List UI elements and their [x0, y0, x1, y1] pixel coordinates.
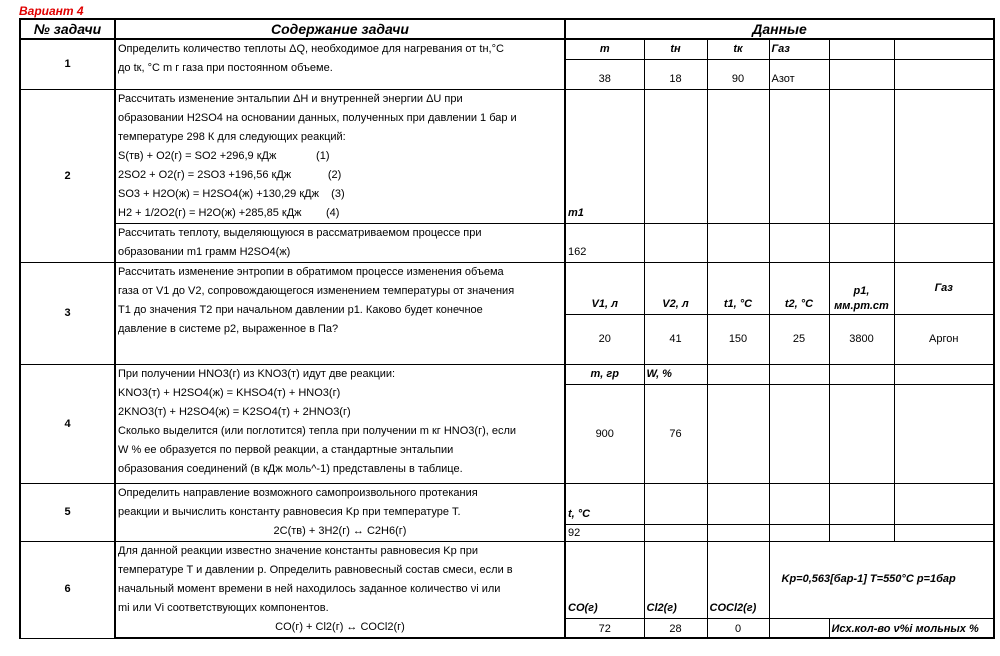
task-2-line: образовании H2SO4 на основании данных, полученных при давлении 1 бар и: [118, 112, 517, 124]
task-5-label-t: t, °C: [565, 484, 644, 525]
task-4-line: W % ее образуется по первой реакции, а стандартные энтальпии: [118, 444, 454, 456]
task-3-label-v2: V2, л: [644, 263, 707, 315]
task-3-value-t1: 150: [707, 315, 769, 365]
task-2-label-m1: m1: [565, 90, 644, 224]
header-task-number: № задачи: [20, 19, 115, 39]
task-4-value-w: 76: [644, 385, 707, 484]
task-2-line: SO3 + H2O(ж) = H2SO4(ж) +130,29 кДж (3): [118, 188, 345, 200]
task-1-label-tn: tн: [644, 39, 707, 60]
task-3-text: [115, 263, 565, 365]
task-1-number: 1: [20, 39, 115, 90]
task-3-value-v1: 20: [565, 315, 644, 365]
task-6-label-cl2: Cl2(г): [644, 542, 707, 619]
task-4-label-w: W, %: [644, 365, 707, 385]
task-6-value-cocl2: 0: [707, 618, 769, 638]
task-3-label-gas: Газ: [894, 263, 994, 315]
task-6-line: начальный момент времени в ней находилось заданное количество νi или: [118, 583, 501, 595]
task-6-number: 6: [20, 542, 115, 639]
task-6-footer: Исх.кол-во ν%i мольных %: [829, 618, 994, 638]
task-4-line: Сколько выделится (или поглотится) тепла при получении m кг HNO3(г), если: [118, 425, 517, 437]
task-1-line: Определить количество теплоты ΔQ, необходимое для нагревания от tн,°C: [118, 43, 504, 55]
task-1-label-m: m: [565, 39, 644, 60]
task-3-label-v1: V1, л: [565, 263, 644, 315]
task-1-label-tk: tк: [707, 39, 769, 60]
task-1-value-tk: 90: [707, 60, 769, 90]
task-5-number: 5: [20, 484, 115, 542]
header-data: Данные: [565, 19, 994, 39]
task-5-text: [115, 484, 565, 542]
task-3-line: газа от V1 до V2, сопровождающегося изменением температуры от значения: [118, 285, 515, 297]
task-3-label-p1: p1, мм.рт.ст: [829, 263, 894, 315]
task-6-line: температуре T и давлении p. Определить равновесный состав смеси, если в: [118, 564, 513, 576]
task-1-text: [115, 39, 565, 90]
task-4-line: При получении HNO3(г) из KNO3(т) идут две реакции:: [118, 368, 396, 380]
task-4-value-m: 900: [565, 385, 644, 484]
task-4-label-m: m, гр: [565, 365, 644, 385]
task-6-reaction: CO(г) + Cl2(г) ↔ COCl2(г): [115, 618, 565, 638]
task-3-label-t2: t2, °C: [769, 263, 829, 315]
task-5-value-t: 92: [565, 525, 644, 542]
task-6-value-cl2: 28: [644, 618, 707, 638]
task-table: [19, 18, 995, 639]
task-2-line: температуре 298 К для следующих реакций:: [118, 131, 346, 143]
task-2-line: H2 + 1/2O2(г) = H2O(ж) +285,85 кДж (4): [118, 207, 340, 219]
task-3-line: T1 до значения T2 при начальном давлении p1. Каково будет конечное: [118, 304, 483, 316]
task-3-number: 3: [20, 263, 115, 365]
task-1-value-gas: Азот: [769, 60, 829, 90]
header-task-content: Содержание задачи: [115, 19, 565, 39]
task-6-value-co: 72: [565, 618, 644, 638]
task-1-label-gas: Газ: [769, 39, 829, 60]
task-4-line: KNO3(т) + H2SO4(ж) = KHSO4(т) + HNO3(г): [118, 387, 341, 399]
task-6-label-cocl2: COCl2(г): [707, 542, 769, 619]
task-6-line: Для данной реакции известно значение константы равновесия Kp при: [118, 545, 478, 557]
task-6-label-co: CO(г): [565, 542, 644, 619]
task-3-line: давление в системе p2, выраженное в Па?: [118, 323, 339, 335]
task-2-text: [115, 90, 565, 224]
task-2-line: S(тв) + O2(г) = SO2 +296,9 кДж (1): [118, 150, 330, 162]
task-1-line: до tк, °C m г газа при постоянном объеме.: [118, 62, 333, 74]
task-2-line: Рассчитать теплоту, выделяющуюся в рассматриваемом процессе при: [118, 227, 482, 239]
task-4-number: 4: [20, 365, 115, 484]
task-4-line: 2KNO3(т) + H2SO4(ж) = K2SO4(т) + 2HNO3(г): [118, 406, 351, 418]
variant-title: Вариант 4: [19, 4, 84, 18]
task-6-line: mi или Vi соответствующих компонентов.: [118, 602, 329, 614]
task-3-value-gas: Аргон: [894, 315, 994, 365]
task-5-line: Определить направление возможного самопроизвольного протекания: [118, 487, 478, 499]
task-2-line: Рассчитать изменение энтальпии ΔH и внутренней энергии ΔU при: [118, 93, 463, 105]
task-3-label-t1: t1, °C: [707, 263, 769, 315]
task-3-value-p1: 3800: [829, 315, 894, 365]
task-2-line: 2SO2 + O2(г) = 2SO3 +196,56 кДж (2): [118, 169, 342, 181]
task-3-value-v2: 41: [644, 315, 707, 365]
task-1-value-m: 38: [565, 60, 644, 90]
task-2-line: образовании m1 грамм H2SO4(ж): [118, 246, 291, 258]
task-5-line: реакции и вычислить константу равновесия Kp при температуре T.: [118, 506, 461, 518]
task-4-line: образования соединений (в кДж моль^-1) представлены в таблице.: [118, 463, 463, 475]
task-4-text: [115, 365, 565, 484]
task-6-conditions: Kp=0,563[бар-1] T=550°C p=1бар: [769, 542, 994, 619]
task-2-number: 2: [20, 90, 115, 263]
task-5-reaction: 2C(тв) + 3H2(г) ↔ C2H6(г): [273, 525, 407, 537]
task-3-value-t2: 25: [769, 315, 829, 365]
task-1-value-tn: 18: [644, 60, 707, 90]
task-3-line: Рассчитать изменение энтропии в обратимом процессе изменения объема: [118, 266, 504, 278]
task-2-text-2: [115, 224, 565, 263]
task-2-value-m1: 162: [565, 224, 644, 263]
task-6-text: [115, 542, 565, 619]
